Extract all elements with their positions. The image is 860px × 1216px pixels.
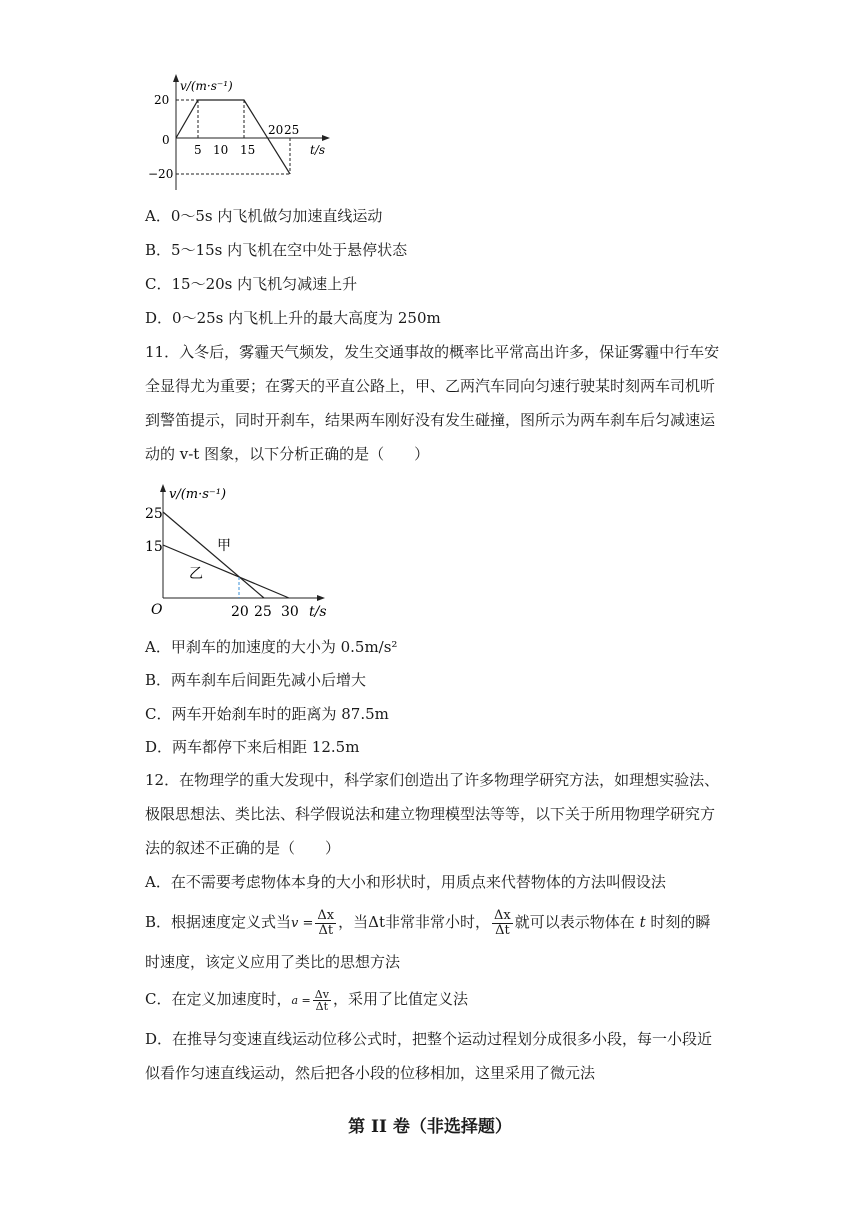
q12-option-c-a: a = [291,994,311,1007]
fraction-numerator: Δx [494,907,511,923]
graph1-tick-25: 25 [284,123,300,137]
q12-option-a: A．在不需要考虑物体本身的大小和形状时，用质点来代替物体的方法叫假设法 [145,873,666,891]
q10-option-b: B．5～15s 内飞机在空中处于悬停状态 [145,241,408,259]
graph2-tick-25x: 25 [254,604,272,618]
q12-option-b-text4: 就可以表示物体在 [514,913,635,931]
graph1-tick-0: 0 [162,133,170,147]
graph1-tick-5: 5 [194,143,202,157]
graph2-x-label: t/s [309,604,327,618]
q12-option-c-text2: ，采用了比值定义法 [332,990,468,1008]
q12-option-b-fraction-2 [492,909,513,938]
q11-option-b: B．两车刹车后间距先减小后增大 [145,671,367,689]
graph2-y-label: v/(m·s⁻¹) [169,487,227,502]
graph2-label-jia: 甲 [217,538,231,554]
q10-option-d: D．0～25s 内飞机上升的最大高度为 250m [145,309,441,327]
fraction-numerator: Δx [317,907,335,923]
q12-option-b-text1: B．根据速度定义式当 [145,913,292,931]
fraction-numerator: Δv [314,987,329,1001]
q12-option-b-line2: 时速度，该定义应用了类比的思想方法 [145,953,401,971]
q12-option-b-fraction-1 [315,909,336,938]
velocity-time-graph-2 [145,478,345,618]
q12-option-d: D．在推导匀变速直线运动位移公式时，把整个运动过程划分成很多小段，每一小段近似看作匀速直线运动，然后把各小段的位移相加，这里采用了微元法 [145,1030,713,1082]
q10-option-a: A．0～5s 内飞机做匀加速直线运动 [145,207,383,225]
q12-option-b-text2: ，当 [338,913,369,931]
q12-stem: 12．在物理学的重大发现中，科学家们创造出了许多物理学研究方法，如理想实验法、极限思想法、类比法、科学假说法和建立物理模型法等等，以下关于所用物理学研究方法的叙述不正确的是（ ） [145,771,720,857]
q12-option-b-text3: 非常非常小时， [385,913,491,931]
q12-option-b-line1 [145,908,710,938]
graph2-tick-15: 15 [145,539,163,555]
graph1-tick-20x: 20 [268,123,284,137]
q11-stem: 11．入冬后，雾霾天气频发，发生交通事故的概率比平常高出许多，保证雾霾中行车安全显得尤为重要；在雾天的平直公路上，甲、乙两汽车同向匀速行驶某时刻两车司机听到警笛提示，同时开刹车，结果两车刚好没有发生碰撞，图所示为两车刹车后匀减速运动的 v-t 图象，以下分析正确的是（ ） [145,343,720,463]
q12-option-c-text1: C．在定义加速度时， [145,990,292,1008]
graph1-y-label: v/(m·s⁻¹) [180,79,233,93]
q12-option-b-t: t [639,913,646,931]
q12-option-b-dt: Δt [368,913,386,931]
fraction-denominator: Δt [318,922,334,938]
fraction-denominator: Δt [495,922,510,938]
q11-option-a: A．甲刹车的加速度的大小为 0.5m/s² [145,638,398,656]
q12-option-b-text5: 时刻的瞬 [650,913,711,931]
graph1-tick-15: 15 [240,143,256,157]
graph1-tick-10: 10 [213,143,229,157]
q12-option-c-fraction [313,989,331,1012]
q12-option-c [145,986,468,1014]
q10-option-c: C．15～20s 内飞机匀减速上升 [145,275,358,293]
graph1-tick-neg20: −20 [148,167,174,181]
graph2-origin: O [151,602,163,618]
velocity-time-graph-1 [140,70,340,210]
graph1-tick-20: 20 [154,93,170,107]
graph2-tick-30: 30 [281,604,299,618]
fraction-denominator: Δt [315,999,329,1013]
graph2-label-yi: 乙 [189,566,203,582]
graph1-x-label: t/s [310,143,326,157]
graph2-tick-25: 25 [145,506,163,522]
section-title: 第 II 卷（非选择题） [348,1117,512,1137]
q11-option-c: C．两车开始刹车时的距离为 87.5m [145,705,389,723]
q11-option-d: D．两车都停下来后相距 12.5m [145,738,360,756]
graph2-tick-20: 20 [231,604,249,618]
q12-option-b-v: v = [291,916,314,931]
